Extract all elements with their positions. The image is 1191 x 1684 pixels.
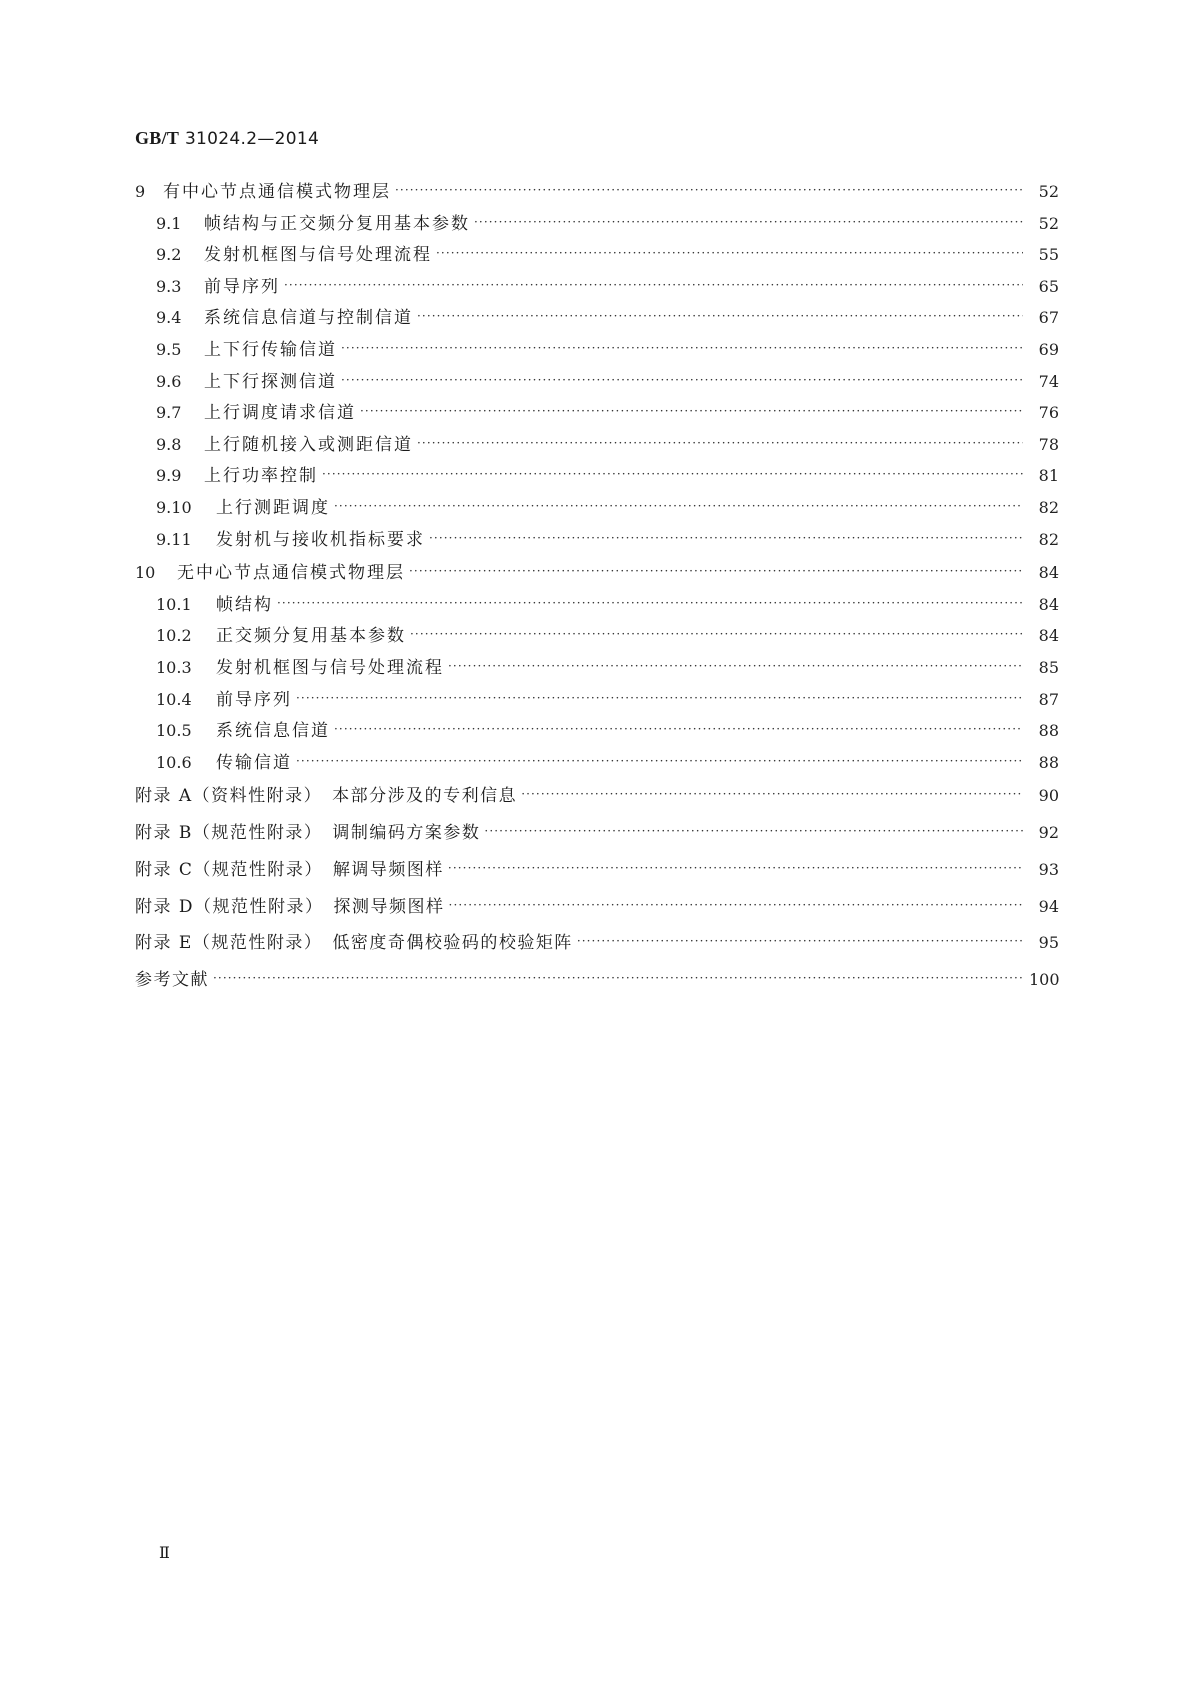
toc-entry-page: 65 — [1038, 276, 1059, 296]
toc-entry-page: 85 — [1038, 657, 1059, 677]
toc-dot-leader — [484, 825, 1023, 837]
toc-dot-leader — [296, 755, 1023, 767]
toc-entry-title: 前导序列 — [216, 689, 292, 710]
toc-entry-title: 上下行传输信道 — [204, 339, 337, 360]
toc-entry-title: 附录 D（规范性附录） 探测导频图样 — [135, 896, 445, 917]
toc-dot-leader — [284, 279, 1023, 291]
toc-entry-page: 88 — [1038, 721, 1059, 741]
toc-entry-title: 附录 A（资料性附录） 本部分涉及的专利信息 — [135, 786, 518, 807]
toc-entry[interactable] — [135, 302, 1059, 334]
toc-entry-number: 10 — [135, 563, 156, 583]
toc-entry[interactable] — [135, 397, 1059, 429]
toc-entry-number: 10.3 — [156, 657, 192, 677]
toc-entry-number: 10.4 — [156, 689, 192, 709]
toc-entry-page: 88 — [1038, 752, 1059, 772]
toc-entry-title: 附录 C（规范性附录） 解调导频图样 — [135, 859, 444, 880]
toc-dot-leader — [296, 692, 1023, 704]
toc-dot-leader — [322, 468, 1023, 480]
toc-entry-number: 10.5 — [156, 721, 192, 741]
toc-entry-page: 93 — [1038, 859, 1059, 879]
toc-entry-page: 94 — [1038, 896, 1059, 916]
toc-entry-number: 9.4 — [156, 308, 182, 328]
toc-entry[interactable] — [135, 239, 1059, 271]
toc-dot-leader — [521, 788, 1023, 800]
toc-entry-title: 上行功率控制 — [204, 466, 318, 487]
toc-entry[interactable] — [135, 652, 1059, 684]
toc-entry-title: 无中心节点通信模式物理层 — [177, 563, 405, 584]
toc-entry-page: 84 — [1038, 626, 1059, 646]
page-number: Ⅱ — [159, 1543, 170, 1562]
toc-entry-page: 69 — [1038, 339, 1059, 359]
toc-dot-leader — [334, 500, 1023, 512]
toc-entry-title: 正交频分复用基本参数 — [216, 626, 406, 647]
toc-entry-page: 87 — [1038, 689, 1059, 709]
toc-entry-title: 发射机框图与信号处理流程 — [216, 657, 444, 678]
toc-entry-title: 上下行探测信道 — [204, 371, 337, 392]
toc-entry-title: 上行随机接入或测距信道 — [204, 434, 413, 455]
toc-entry-number: 9.6 — [156, 371, 182, 391]
toc-entry-page: 78 — [1038, 434, 1059, 454]
toc-entry-title: 上行测距调度 — [216, 497, 330, 518]
toc-entry-number: 9.3 — [156, 276, 182, 296]
toc-dot-leader — [277, 597, 1023, 609]
toc-entry-page: 82 — [1038, 497, 1059, 517]
toc-entry-title: 发射机与接收机指标要求 — [216, 529, 425, 550]
toc-entry-title: 参考文献 — [135, 970, 209, 991]
toc-entry-number: 9.5 — [156, 339, 182, 359]
toc-dot-leader — [417, 310, 1023, 322]
toc-entry[interactable] — [135, 334, 1059, 366]
toc-entry-number: 9.9 — [156, 466, 182, 486]
toc-entry[interactable] — [135, 460, 1059, 492]
toc-entry[interactable] — [135, 962, 1059, 999]
toc-entry-page: 67 — [1038, 308, 1059, 328]
toc-entry[interactable] — [135, 176, 1059, 208]
toc-entry-title: 系统信息信道与控制信道 — [204, 308, 413, 329]
toc-entry-page: 52 — [1038, 213, 1059, 233]
toc-dot-leader — [334, 723, 1023, 735]
standard-number: 31024.2—2014 — [184, 129, 320, 149]
toc-entry-title: 附录 B（规范性附录） 调制编码方案参数 — [135, 823, 481, 844]
toc-entry-number: 10.1 — [156, 594, 192, 614]
standard-prefix: GB/T — [135, 128, 180, 148]
toc-entry[interactable] — [135, 778, 1059, 815]
toc-entry[interactable] — [135, 925, 1059, 962]
toc-entry-title: 帧结构 — [216, 594, 273, 615]
toc-entry-page: 74 — [1038, 371, 1059, 391]
toc-entry-number: 10.2 — [156, 626, 192, 646]
toc-entry[interactable] — [135, 366, 1059, 398]
toc-entry-title: 传输信道 — [216, 752, 292, 773]
toc-entry-number: 9.10 — [156, 497, 192, 517]
toc-dot-leader — [410, 628, 1023, 640]
toc-dot-leader — [341, 374, 1023, 386]
document-code — [135, 128, 319, 149]
toc-entry-title: 系统信息信道 — [216, 721, 330, 742]
toc-entry-number: 9.8 — [156, 434, 182, 454]
toc-entry-title: 上行调度请求信道 — [204, 403, 356, 424]
toc-entry-number: 9.7 — [156, 403, 182, 423]
toc-entry-page: 84 — [1038, 594, 1059, 614]
toc-entry-title: 附录 E（规范性附录） 低密度奇偶校验码的校验矩阵 — [135, 933, 573, 954]
toc-dot-leader — [436, 247, 1023, 259]
toc-dot-leader — [417, 437, 1023, 449]
toc-entry-page: 100 — [1029, 970, 1060, 990]
toc-entry[interactable] — [135, 429, 1059, 461]
toc-dot-leader — [429, 532, 1023, 544]
toc-entry-page: 84 — [1038, 563, 1059, 583]
toc-entry-title: 帧结构与正交频分复用基本参数 — [204, 213, 470, 234]
toc-entry[interactable] — [135, 715, 1059, 747]
toc-entry-page: 92 — [1038, 823, 1059, 843]
toc-dot-leader — [449, 899, 1023, 911]
toc-entry-title: 前导序列 — [204, 276, 280, 297]
toc-entry-page: 90 — [1038, 786, 1059, 806]
toc-entry[interactable] — [135, 208, 1059, 240]
toc-entry-number: 10.6 — [156, 752, 192, 772]
toc-dot-leader — [474, 216, 1023, 228]
toc-dot-leader — [448, 862, 1023, 874]
toc-entry[interactable] — [135, 524, 1059, 556]
toc-entry[interactable] — [135, 492, 1059, 524]
toc-entry-title: 有中心节点通信模式物理层 — [163, 182, 391, 202]
toc-entry[interactable] — [135, 271, 1059, 303]
toc-dot-leader — [341, 342, 1023, 354]
toc-entry-page: 81 — [1038, 466, 1059, 486]
toc-entry-page: 76 — [1038, 403, 1059, 423]
toc-entry-page: 82 — [1038, 529, 1059, 549]
toc-entry[interactable] — [135, 589, 1059, 621]
toc-entry-page: 95 — [1038, 933, 1059, 953]
toc-entry[interactable] — [135, 747, 1059, 779]
toc-entry-number: 9.2 — [156, 245, 182, 265]
toc-dot-leader — [409, 565, 1023, 577]
toc-entry[interactable] — [135, 889, 1059, 926]
toc-entry-page: 55 — [1038, 245, 1059, 265]
toc-dot-leader — [577, 935, 1023, 947]
toc-entry[interactable] — [135, 557, 1059, 589]
toc-entry[interactable] — [135, 620, 1059, 652]
toc-dot-leader — [395, 184, 1023, 196]
toc-dot-leader — [448, 660, 1023, 672]
toc-entry[interactable] — [135, 852, 1059, 889]
toc-entry-number: 9 — [135, 182, 146, 201]
toc-entry-number: 9.11 — [156, 529, 192, 549]
toc-entry-title: 发射机框图与信号处理流程 — [204, 245, 432, 266]
table-of-contents — [135, 176, 1059, 999]
toc-entry[interactable] — [135, 684, 1059, 716]
toc-entry-number: 9.1 — [156, 213, 182, 233]
toc-entry[interactable] — [135, 815, 1059, 852]
toc-dot-leader — [213, 972, 1023, 984]
toc-dot-leader — [360, 405, 1023, 417]
toc-entry-page: 52 — [1038, 182, 1059, 201]
